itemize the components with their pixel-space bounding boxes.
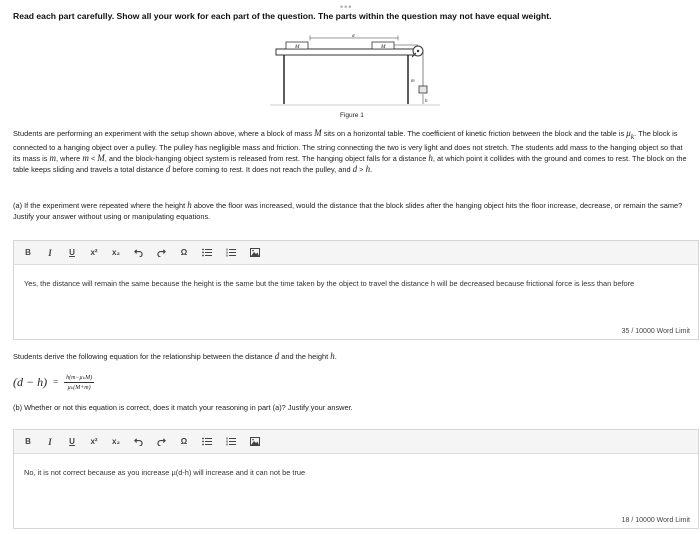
hanging-mass [419, 86, 427, 93]
equation-equals: = [53, 377, 59, 387]
underline-button[interactable]: U [69, 437, 75, 446]
superscript-button[interactable]: x² [90, 437, 98, 446]
italic-button[interactable]: I [48, 247, 52, 258]
superscript-button[interactable]: x² [90, 248, 98, 257]
numbered-list-icon[interactable] [226, 248, 236, 257]
answer-editor-b[interactable] [13, 429, 699, 529]
equation-denominator: μₖ(M+m) [67, 384, 91, 391]
special-character-button[interactable]: Ω [180, 437, 188, 446]
bold-button[interactable]: B [25, 437, 31, 446]
subscript-button[interactable]: x₂ [112, 437, 121, 446]
undo-icon[interactable] [134, 437, 143, 446]
equation-numerator: h(m−μₖM) [66, 374, 93, 381]
underline-button[interactable]: U [69, 248, 75, 257]
answer-text-b[interactable]: No, it is not correct because as you increase µ(d-h) will increase and it can not be true [24, 468, 306, 477]
image-icon[interactable] [250, 248, 260, 257]
subscript-button[interactable]: x₂ [112, 248, 121, 257]
drag-handle-dots: ••• [340, 2, 353, 12]
special-character-button[interactable]: Ω [180, 248, 188, 257]
word-count-a: 35 / 10000 Word Limit [621, 328, 690, 335]
derive-text: Students derive the following equation for the relationship between the distance d and the height h. [13, 351, 337, 361]
part-a-question: (a) If the experiment were repeated where the height h above the floor was increased, would the distance that the block slides after the hanging object hits the floor increase, decrease, or remain the same? Justify your answer without using or manipulating equations. [13, 200, 683, 222]
figure-diagram [270, 34, 440, 122]
answer-text-a[interactable]: Yes, the distance will remain the same because the height is the same but the time taken by the object to travel the distance h will be decreased because frictional force is less than before [24, 279, 635, 288]
mass-label: m [411, 79, 415, 84]
numbered-list-icon[interactable] [226, 437, 236, 446]
height-label: h [425, 99, 428, 104]
instructions: Read each part carefully. Show all your work for each part of the question. The parts within the question may not have equal weight. [13, 11, 552, 21]
redo-icon[interactable] [157, 248, 166, 257]
equation [13, 370, 94, 394]
intro-paragraph: Students are performing an experiment with the setup shown above, where a block of mass M sits on a horizontal table. The coefficient of kinetic friction between the block and the table is $\mu_k$. The block is connected to a hanging object over a pulley. The pulley has negligible mass and friction. The string connecting the two is very light and does not stretch. The students add mass to the hanging object so that its mass is m, where m < M, and the block-hanging object system is released from rest. The hanging object falls for a distance h, at which point it collides with the ground and comes to rest. The block on the table keeps sliding and travels a total distance d before coming to rest. It does not reach the pulley, and d > h. [13, 128, 687, 175]
bullet-list-icon[interactable] [202, 437, 212, 446]
bullet-list-icon[interactable] [202, 248, 212, 257]
image-icon[interactable] [250, 437, 260, 446]
italic-button[interactable]: I [48, 436, 52, 447]
equation-lhs: (d − h) [13, 374, 48, 389]
block-end-label: M [381, 44, 386, 50]
redo-icon[interactable] [157, 437, 166, 446]
equation-fraction [64, 374, 94, 391]
distance-label: d [352, 34, 355, 39]
figure-caption: Figure 1 [340, 112, 364, 119]
block-start-label: M [295, 44, 300, 50]
undo-icon[interactable] [134, 248, 143, 257]
bold-button[interactable]: B [25, 248, 31, 257]
editor-toolbar [14, 241, 698, 265]
answer-editor-a[interactable] [13, 240, 699, 340]
word-count-b: 18 / 10000 Word Limit [621, 517, 690, 524]
editor-toolbar-b [14, 430, 698, 454]
part-b-question: (b) Whether or not this equation is correct, does it match your reasoning in part (a)? Justify your answer. [13, 403, 353, 412]
